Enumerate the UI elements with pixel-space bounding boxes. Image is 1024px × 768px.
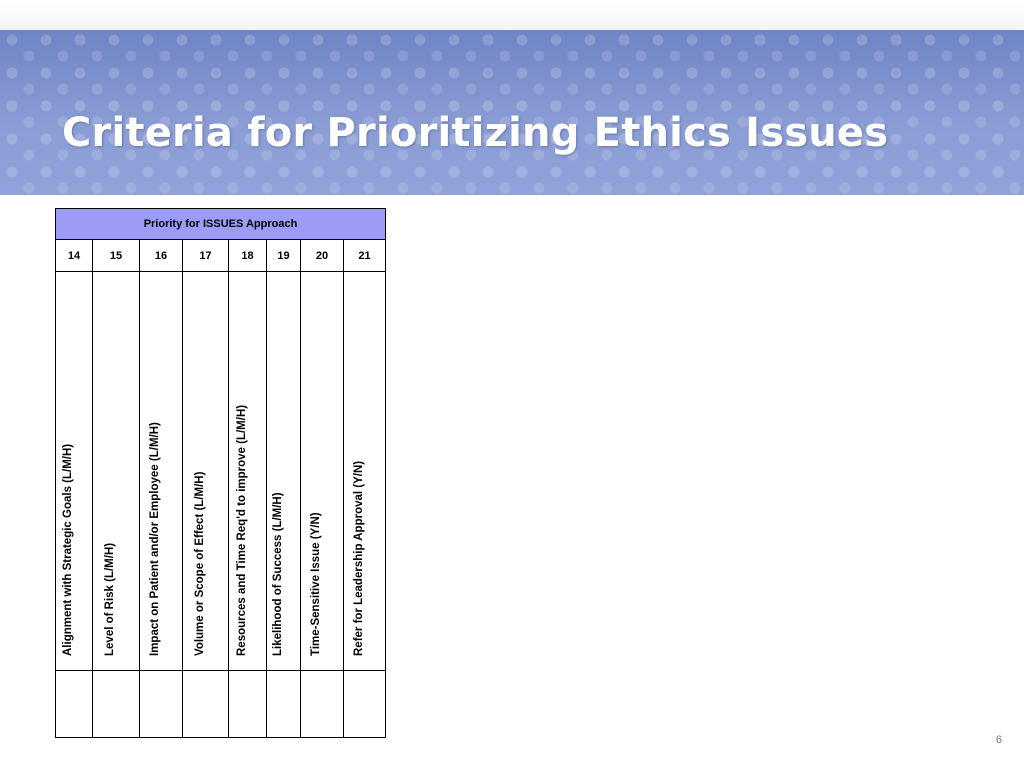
top-strip [0, 0, 1024, 30]
entry-cell [140, 671, 183, 738]
table-header: Priority for ISSUES Approach [56, 209, 386, 240]
criterion-label: Refer for Leadership Approval (Y/N) [352, 460, 365, 656]
entry-cell [344, 671, 386, 738]
column-number: 18 [229, 240, 267, 272]
label-cell [183, 272, 229, 671]
criterion-label: Resources and Time Req'd to improve (L/M/H) [235, 404, 248, 656]
column-number: 15 [93, 240, 140, 272]
column-number: 20 [301, 240, 344, 272]
column-number: 16 [140, 240, 183, 272]
label-cell [229, 272, 267, 671]
criterion-label: Likelihood of Success (L/M/H) [271, 492, 284, 656]
criterion-label: Level of Risk (L/M/H) [104, 542, 116, 656]
column-number: 21 [344, 240, 386, 272]
label-cell [301, 272, 344, 671]
entry-cell [267, 671, 301, 738]
priority-table [55, 208, 386, 738]
entry-cell [301, 671, 344, 738]
entry-cell [56, 671, 93, 738]
criterion-label: Volume or Scope of Effect (L/M/H) [193, 471, 206, 656]
column-number: 17 [183, 240, 229, 272]
label-cell [344, 272, 386, 671]
criterion-label: Alignment with Strategic Goals (L/M/H) [62, 443, 74, 656]
label-cell [56, 272, 93, 671]
label-cell [93, 272, 140, 671]
slide-title: Criteria for Prioritizing Ethics Issues [62, 110, 889, 156]
column-number: 14 [56, 240, 93, 272]
page-number: 6 [995, 734, 1002, 746]
criterion-label: Time-Sensitive Issue (Y/N) [310, 512, 322, 656]
entry-cell [183, 671, 229, 738]
entry-cell [229, 671, 267, 738]
entry-cell [93, 671, 140, 738]
column-number: 19 [267, 240, 301, 272]
label-cell [140, 272, 183, 671]
criterion-label: Impact on Patient and/or Employee (L/M/H) [149, 422, 161, 656]
label-cell [267, 272, 301, 671]
